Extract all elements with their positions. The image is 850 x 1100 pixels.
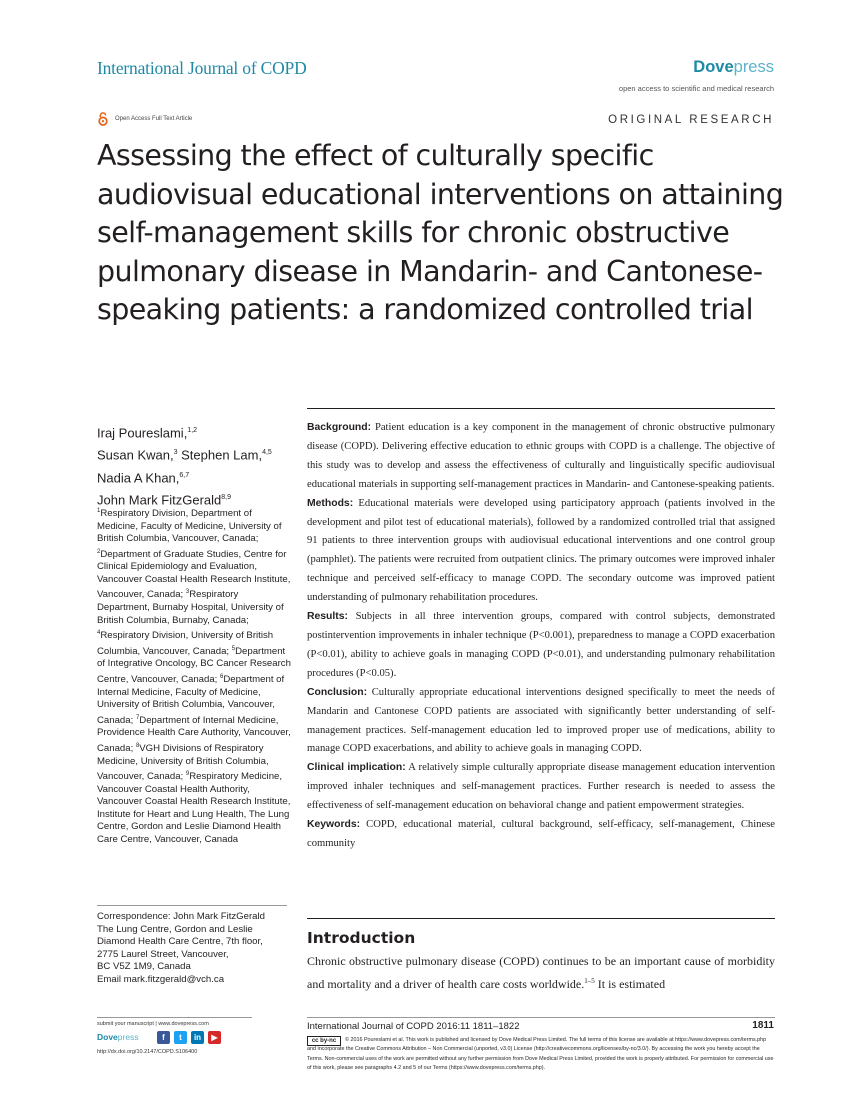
correspondence-line: Correspondence: John Mark FitzGerald (97, 911, 265, 922)
introduction-heading: Introduction (307, 929, 416, 947)
affiliation-number: 3 (185, 589, 190, 596)
license-text: © 2016 Poureslami et al. This work is published and licensed by Dove Medical Press Limited. The full terms of this license are available at https://www.dovepress.com/terms.php and incorporate the Creative Commons Attribution – Non Commercial (unported, v3.0) License (http://creativecommons.org/licenses/by-nc/3.0/). By accessing the work you hereby accept the Terms. Non-commercial uses of the work are permitted without any further permission from Dove Medical Press Limited, provided the work is properly attributed. For permission for commercial use of this work, please see paragraphs 4.2 and 5 of our Terms (https://www.dovepress.com/terms.php). (307, 1037, 774, 1071)
abstract-results (307, 608, 775, 684)
citation-ref[interactable]: 1–5 (584, 977, 595, 985)
abstract-clinical-implication (307, 759, 775, 816)
footer-right-rule (307, 1017, 775, 1018)
abstract-methods (307, 495, 775, 608)
brand-bold: Dove (693, 58, 734, 76)
footer-journal-citation: International Journal of COPD 2016:11 1811–1822 (307, 1021, 520, 1032)
author-affiliation-ref: 4,5 (262, 449, 272, 457)
submit-manuscript-link[interactable]: submit your manuscript | www.dovepress.com (97, 1021, 209, 1027)
dovepress-tagline: open access to scientific and medical research (618, 84, 774, 93)
open-access-icon (97, 112, 109, 126)
abstract-heading: Background: (307, 422, 372, 433)
affiliation-number: 8 (135, 742, 140, 749)
affiliation-number: 7 (135, 714, 140, 721)
affiliation-text: Department of Internal Medicine, Faculty of Medicine, University of British Columbia, Vancouver, Canada; (97, 674, 285, 726)
correspondence-line: 2775 Laurel Street, Vancouver, (97, 948, 229, 960)
twitter-icon[interactable]: t (174, 1031, 187, 1044)
correspondence-line: Diamond Health Care Centre, 7th floor, (97, 936, 263, 948)
abstract-keywords (307, 816, 775, 854)
author-affiliation-ref: 6,7 (179, 471, 190, 479)
brand-light: press (117, 1032, 139, 1042)
abstract-text: A relatively simple culturally appropriate disease management education intervention improved inhaler techniques and self-management practices. Further research is needed to assess the effectiveness of self-management education on behavioral change and patient empowerment strategies. (307, 762, 775, 812)
author-name[interactable]: Stephen Lam, (181, 447, 263, 463)
affiliations (97, 505, 292, 846)
author-name[interactable]: Nadia A Khan, (97, 469, 180, 485)
affiliation-text: Department of Graduate Studies, Centre for Clinical Epidemiology and Evaluation, Vancouver Coastal Health Research Institute, Vancouver, Canada; (97, 548, 291, 601)
abstract-heading: Clinical implication: (307, 762, 406, 774)
affiliation-number: 5 (231, 645, 236, 652)
abstract-heading: Conclusion: (307, 686, 368, 698)
correspondence-divider (97, 905, 287, 906)
social-links (157, 1031, 221, 1044)
correspondence-line: BC V5Z 1M9, Canada (97, 961, 191, 973)
abstract-text: Educational materials were developed using participatory approach (patients involved in the development and pilot test of educational materials), followed by a randomized controlled trial that assigned 91 patients to three intervention groups with audiovisual educational interventions and one control group (pamphlet). The patients were recruited from outpatient clinics. The primary outcomes were improved inhaler technique and perceived self-efficacy to manage COPD. The secondary outcome was improved patient understanding of pulmonary rehabilitation procedures. (307, 497, 775, 604)
author-affiliation-ref: 1,2 (187, 427, 198, 434)
correspondence-email[interactable]: Email mark.fitzgerald@vch.ca (97, 973, 225, 985)
creative-commons-badge[interactable]: cc by-nc (307, 1036, 341, 1046)
correspondence (97, 911, 297, 987)
youtube-icon[interactable]: ▶ (208, 1031, 221, 1044)
affiliation-text: VGH Divisions of Respiratory Medicine, University of British Columbia, Vancouver, Canada; (97, 743, 269, 783)
author-list (97, 421, 277, 510)
brand-bold: Dove (97, 1032, 118, 1042)
author-name[interactable]: Iraj Poureslami, (97, 425, 188, 441)
open-access-label: Open Access Full Text Article (115, 116, 193, 122)
abstract-heading: Keywords: (307, 819, 361, 831)
abstract-heading: Results: (307, 611, 348, 623)
affiliation-number: 6 (220, 673, 224, 680)
page-number: 1811 (752, 1020, 774, 1031)
affiliation-text: Department of Integrative Oncology, BC Cancer Research Centre, Vancouver, Canada; (97, 645, 291, 686)
affiliation-text: Respiratory Department, Burnaby Hospital, University of British Columbia, Burnaby, Canada; (97, 589, 284, 626)
affiliation-text: Respiratory Medicine, Vancouver Coastal Health Authority, Vancouver Coastal Health Research Institute, Institute for Heart and Lung Health, The Lung Centre, Gordon and Leslie Diamond Health Care Centre, Vancouver, Canada (97, 771, 291, 845)
author-name[interactable]: John Mark FitzGerald (97, 492, 222, 508)
intro-sentence: It is estimated (594, 977, 666, 991)
open-access-badge[interactable] (97, 112, 192, 126)
author-name[interactable]: Susan Kwan, (97, 447, 174, 463)
brand-light: press (733, 58, 774, 76)
footer-dovepress-logo[interactable] (97, 1032, 139, 1042)
abstract-conclusion (307, 684, 775, 760)
abstract-text: Subjects in all three intervention groups, compared with control subjects, demonstrated postintervention improvements in inhaler technique (P<0.001), preparedness to manage a COPD exacerbation (P<0.01), ability to achieve goals in managing COPD (P<0.01), and understanding pulmonary rehabilitation procedures (P<0.05). (307, 611, 775, 679)
affiliation-number: 4 (97, 630, 101, 637)
abstract-heading: Methods: (307, 497, 354, 509)
affiliation-number: 1 (97, 508, 101, 514)
article-title: Assessing the effect of culturally specific audiovisual educational interventions on attaining self-management skills for chronic obstructive pulmonary disease in Mandarin- and Cantonese-speaking patients: a randomized controlled trial (97, 139, 784, 326)
author-affiliation-ref: 8,9 (221, 493, 231, 501)
affiliation-text: Respiratory Division, Department of Medicine, Faculty of Medicine, University of British Columbia, Vancouver, Canada; (97, 508, 282, 545)
section-label: ORIGINAL RESEARCH (608, 114, 774, 126)
author-affiliation-ref: 3 (173, 449, 178, 457)
affiliation-number: 9 (185, 771, 190, 777)
abstract-top-rule (307, 408, 775, 409)
introduction-text (307, 951, 775, 994)
abstract-bottom-rule (307, 918, 775, 919)
abstract-text: Patient education is a key component in the management of chronic obstructive pulmonary disease (COPD). Delivering effective education to ethnic groups with COPD is a challenge. The objective of this study was to develop and assess the effectiveness of culturally and linguistically specific audiovisual educational materials in supporting self-management practices in Mandarin- and Cantonese-speaking patients. (307, 422, 775, 490)
correspondence-line: The Lung Centre, Gordon and Leslie (97, 923, 253, 935)
intro-sentence: Chronic obstructive pulmonary disease (COPD) continues to be an important cause of morbidity and mortality and a driver of health care costs worldwide. (307, 954, 775, 991)
footer-left-rule (97, 1017, 252, 1018)
affiliation-number: 2 (97, 548, 101, 555)
journal-title[interactable]: International Journal of COPD (97, 58, 307, 78)
dovepress-logo[interactable] (693, 58, 774, 77)
affiliation-text: Respiratory Division, University of British Columbia, Vancouver, Canada; (97, 630, 274, 657)
abstract (307, 419, 775, 854)
linkedin-icon[interactable]: in (191, 1031, 204, 1044)
abstract-text: COPD, educational material, cultural background, self-efficacy, self-management, Chinese community (307, 819, 775, 849)
affiliation-text: Department of Internal Medicine, Providence Health Care Authority, Vancouver, Canada; (97, 714, 291, 754)
abstract-text: Culturally appropriate educational interventions designed specifically to meet the needs of Mandarin and Cantonese COPD patients are associated with significantly better understanding of self-management practices. Self-management education led to improved proper use of medications, ability to manage COPD exacerbations, and ability to achieve goals in managing COPD. (307, 686, 775, 755)
abstract-background (307, 419, 775, 495)
facebook-icon[interactable]: f (157, 1031, 170, 1044)
doi-link[interactable]: http://dx.doi.org/10.2147/COPD.S106400 (97, 1049, 198, 1055)
